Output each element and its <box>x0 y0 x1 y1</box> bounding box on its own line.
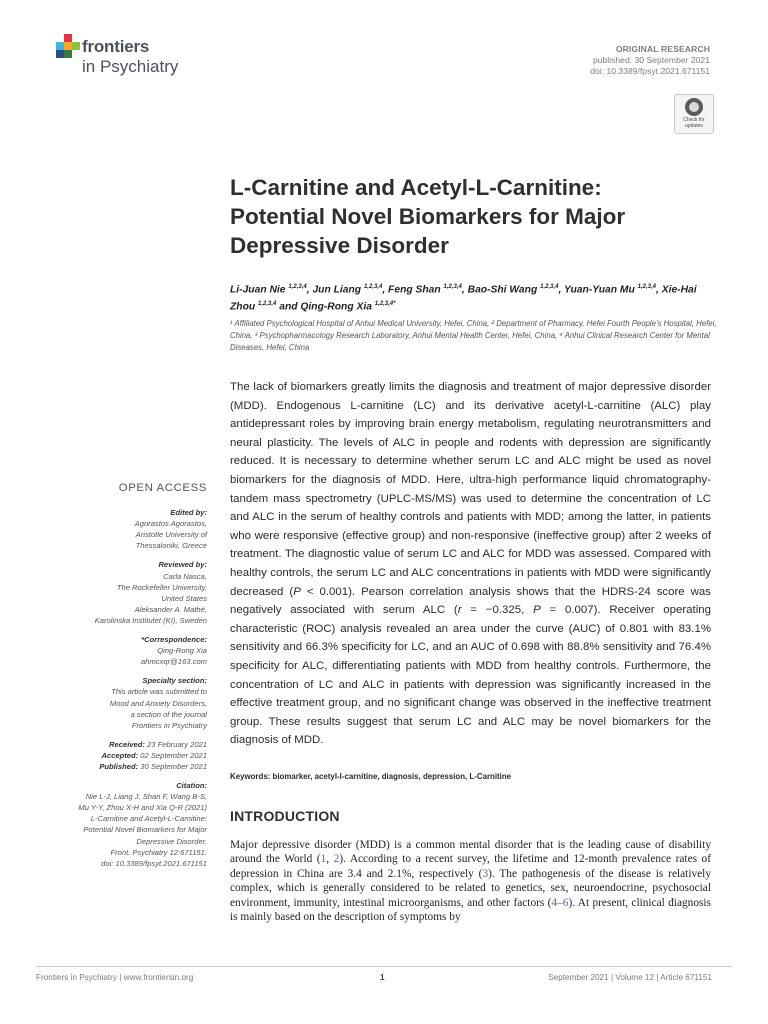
citation-label: Citation: <box>176 781 207 791</box>
published-label: Published: <box>99 761 139 771</box>
sidebar-line: a section of the journal <box>130 709 207 719</box>
citation-link[interactable]: 3 <box>482 867 489 880</box>
sidebar-line: Front. Psychiatry 12:671151. <box>110 847 207 857</box>
sidebar-line: Nie L-J, Liang J, Shan F, Wang B-S, <box>85 792 207 802</box>
sidebar-line: Karolinska Institutet (KI), Sweden <box>94 615 207 625</box>
author-separator: and <box>276 301 301 313</box>
section-heading-introduction: INTRODUCTION <box>230 808 340 824</box>
author-affiliation-sup: 1,2,3,4 <box>443 284 462 290</box>
reviewed-by-label: Reviewed by: <box>158 560 207 570</box>
author-affiliation-sup: 1,2,3,4 <box>363 284 383 290</box>
author-separator: , <box>306 284 313 296</box>
abstract-text-1: The lack of biomarkers greatly limits the diagnosis and treatment of major depressive disorder (MDD). Endogenous L-carnitine (LC) and its derivative acetyl-L-carnitine (ALC) play antidepressant roles by improving brain energy metabolism, regulating neurotransmitters and neural plasticity. The levels of ALC in people and rodents with depression are significantly reduced. It is necessary to determine whether serum LC and ALC might be used as novel biomarkers for the diagnosis of MDD. Here, ultra-high performance liquid chromatography-tandem mass spectrometry (UPLC-MS/MS) was used to determine the concentration of LC and ALC in the serum of healthy controls and patients with MDD; among the latter, in patients who were responsive (effective group) and non-responsive (ineffective group) after 2 weeks of treatment. The diagnostic value of serum LC and ALC for MDD was assessed. Compared with healthy controls, the serum LC and ALC concentrations in patients with MDD were significantly decreased ( <box>230 381 711 598</box>
edited-by-list <box>55 518 207 551</box>
sidebar-line: United States <box>161 593 207 603</box>
sidebar-line: Thessaloniki, Greece <box>135 541 207 551</box>
author-affiliation-sup: 1,2,3,4* <box>374 301 396 308</box>
article-doi[interactable]: doi: 10.3389/fpsyt.2021.671151 <box>590 66 710 76</box>
sidebar-line: ahmcxqr@163.com <box>141 657 207 667</box>
footer-journal-link[interactable]: Frontiers in Psychiatry | www.frontiersin.org <box>36 973 194 982</box>
edited-by-label: Edited by: <box>170 508 207 518</box>
citation-link[interactable]: 2 <box>333 853 340 866</box>
author-affiliation-sup: 1,2,3,4 <box>258 301 277 308</box>
intro-text-5: ). At present, clinical diagnosis is mainly based on the description of symptoms by <box>230 896 711 924</box>
specialty-section-label: Specialty section: <box>142 676 207 686</box>
abstract-var-p: P <box>293 585 301 598</box>
sidebar-line: L-Carnitine and Acetyl-L-Carnitine: <box>90 814 207 824</box>
author-affiliation-sup: 1,2,3,4 <box>637 284 656 290</box>
page-number: 1 <box>380 973 385 982</box>
intro-text-2: , <box>326 853 334 866</box>
title-line-2: Potential Novel Biomarkers for Major <box>230 204 626 229</box>
abstract-text-3: = −0.325, <box>461 604 534 617</box>
author-name[interactable]: Yuan-Yuan Mu <box>564 284 638 296</box>
intro-text-4: ). The pathogenesis of the disease is relatively complex, which is generally considered to be related to genetics, sex, neuroendocrine, psychosocial environment, immunity, intestinal microorganisms, and other factors ( <box>230 867 711 909</box>
specialty-section-list <box>55 686 207 730</box>
accepted-date <box>55 750 207 761</box>
sidebar-line: Aristotle University of <box>135 530 207 540</box>
reviewed-by-list <box>55 571 207 626</box>
sidebar-line: Mood and Anxiety Disorders, <box>109 698 207 708</box>
footer-issue-info: September 2021 | Volume 12 | Article 671151 <box>548 973 712 982</box>
logo-journal-name: in Psychiatry <box>82 57 179 76</box>
author-name[interactable]: Jun Liang <box>312 284 364 296</box>
author-list <box>230 280 720 315</box>
article-meta <box>590 44 710 77</box>
logo-brand: frontiers <box>82 37 150 56</box>
abstract-text-2: < 0.001). Pearson correlation analysis shows that the HDRS-24 score was negatively associated with serum ALC ( <box>230 585 711 617</box>
sidebar-line: The Rockefeller University, <box>116 582 207 592</box>
journal-logo[interactable] <box>54 32 204 80</box>
published-value: 30 September 2021 <box>138 761 207 771</box>
author-name[interactable]: Qing-Rong Xia <box>300 301 375 313</box>
article-sidebar <box>55 483 207 869</box>
accepted-value: 02 September 2021 <box>138 750 207 760</box>
sidebar-line: Agorastos Agorastos, <box>134 519 207 529</box>
sidebar-line: Depressive Disorder. <box>136 836 207 846</box>
received-date <box>55 739 207 750</box>
check-updates-icon-inner <box>689 102 699 112</box>
sidebar-line: Qing-Rong Xia <box>157 646 207 656</box>
badge-line-1: Check for <box>683 117 705 123</box>
accepted-label: Accepted: <box>101 750 139 760</box>
author-name[interactable]: Feng Shan <box>388 284 444 296</box>
title-line-1: L-Carnitine and Acetyl-L-Carnitine: <box>230 175 602 200</box>
article-type: ORIGINAL RESEARCH <box>615 44 710 54</box>
open-access-label: OPEN ACCESS <box>118 482 207 494</box>
published-date: published: 30 September 2021 <box>592 55 710 65</box>
article-title <box>230 173 730 260</box>
affiliations: ¹ Affiliated Psychological Hospital of Anhui Medical University, Hefei, China, ² Department of Pharmacy, Hefei Fourth People’s Hospital, Hefei, China, ³ Psychopharmacology Research Laboratory, Anhui Mental Health Center, Hefei, China, ⁴ Anhui Clinical Research Center for Mental Diseases, Hefei, China <box>230 319 717 352</box>
correspondence-label: *Correspondence: <box>141 635 207 645</box>
correspondence-list[interactable] <box>55 645 207 667</box>
intro-text-1: Major depressive disorder (MDD) is a common mental disorder that is the leading cause of disability around the World ( <box>230 839 711 866</box>
sidebar-line: Mu Y-Y, Zhou X-H and Xia Q-R (2021) <box>78 803 207 813</box>
received-label: Received: <box>109 739 145 749</box>
sidebar-line: Aleksander A. Mathé, <box>134 604 207 614</box>
sidebar-line: Carla Nasca, <box>163 571 207 581</box>
published-date-sidebar <box>55 761 207 772</box>
introduction-paragraph <box>230 838 711 924</box>
sidebar-line: doi: 10.3389/fpsyt.2021.671151 <box>101 858 207 868</box>
abstract-text-4: = 0.007). Receiver operating characteristic (ROC) analysis revealed an area under the curve (AUC) of 0.801 with 83.1% sensitivity and 66.3% specificity for LC, and an AUC of 0.698 with 88.8% sensitivity and 76.4% specificity for ALC, differentiating patients with MDD from healthy controls. Furthermore, the concentration of LC and ALC in patients with depression was significantly increased in the effective treatment group, and no significant change was observed in the ineffective treatment group. These results suggest that serum LC and ALC may be novel biomarkers for the diagnosis of MDD. <box>230 604 711 747</box>
author-name[interactable]: Bao-Shi Wang <box>467 284 541 296</box>
received-value: 23 February 2021 <box>144 739 207 749</box>
author-affiliation-sup: 1,2,3,4 <box>540 284 559 290</box>
author-separator: , <box>461 284 468 296</box>
citation-link[interactable]: 1 <box>320 853 327 866</box>
abstract <box>230 378 711 750</box>
footer-divider <box>36 966 732 967</box>
title-line-3: Depressive Disorder <box>230 233 449 258</box>
check-for-updates-badge[interactable] <box>674 94 714 134</box>
badge-line-2: updates <box>685 123 703 129</box>
intro-text-3: ). According to a recent survey, the lifetime and 12-month prevalence rates of depression in China are 3.4 and 2.1%, respectively ( <box>230 853 712 880</box>
sidebar-line: Frontiers in Psychiatry <box>131 720 207 730</box>
check-updates-text <box>675 117 713 129</box>
keywords: Keywords: biomarker, acetyl-l-carnitine, diagnosis, depression, L-Carnitine <box>230 772 512 781</box>
author-name[interactable]: Xie-Hai Zhou <box>230 284 697 313</box>
author-separator: , <box>655 284 662 296</box>
author-separator: , <box>558 284 565 296</box>
author-affiliation-sup: 1,2,3,4 <box>288 284 307 290</box>
author-separator: , <box>382 284 389 296</box>
abstract-var-r: r <box>457 604 462 617</box>
sidebar-line: This article was submitted to <box>111 687 207 697</box>
abstract-var-p2: P <box>533 604 541 617</box>
sidebar-line: Potential Novel Biomarkers for Major <box>83 825 207 835</box>
author-name[interactable]: Li-Juan Nie <box>230 284 289 296</box>
citation-list <box>55 791 207 869</box>
frontiers-logo-icon <box>56 34 82 64</box>
citation-link[interactable]: 4–6 <box>551 896 569 909</box>
